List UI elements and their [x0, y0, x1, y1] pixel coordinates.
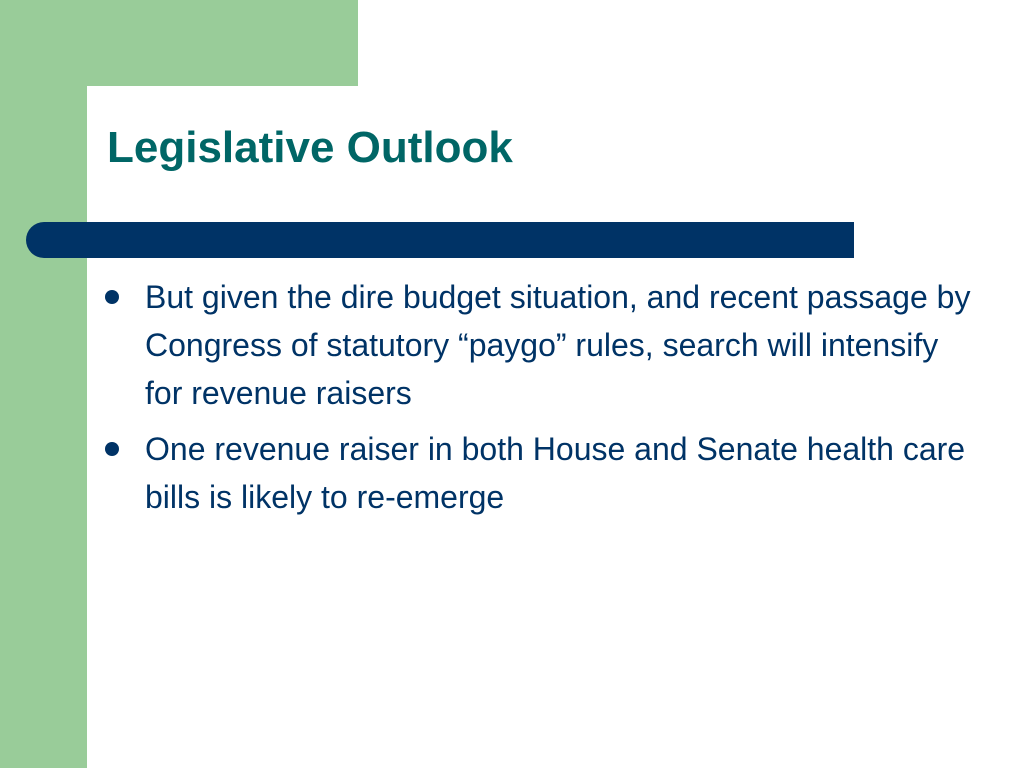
bullet-text: But given the dire budget situation, and recent passage by Congress of statutory “paygo” rules, search will intensify for revenue raisers — [145, 279, 971, 411]
slide-title: Legislative Outlook — [107, 123, 513, 172]
decorative-side-band — [0, 0, 87, 768]
bullet-item — [100, 425, 980, 521]
bullet-list — [100, 273, 980, 529]
bullet-dot-icon — [105, 442, 119, 456]
bullet-text: One revenue raiser in both House and Senate health care bills is likely to re-emerge — [145, 431, 966, 515]
bullet-item — [100, 273, 980, 417]
title-underline-bar — [26, 222, 854, 258]
bullet-dot-icon — [105, 290, 119, 304]
decorative-top-block — [87, 0, 358, 86]
